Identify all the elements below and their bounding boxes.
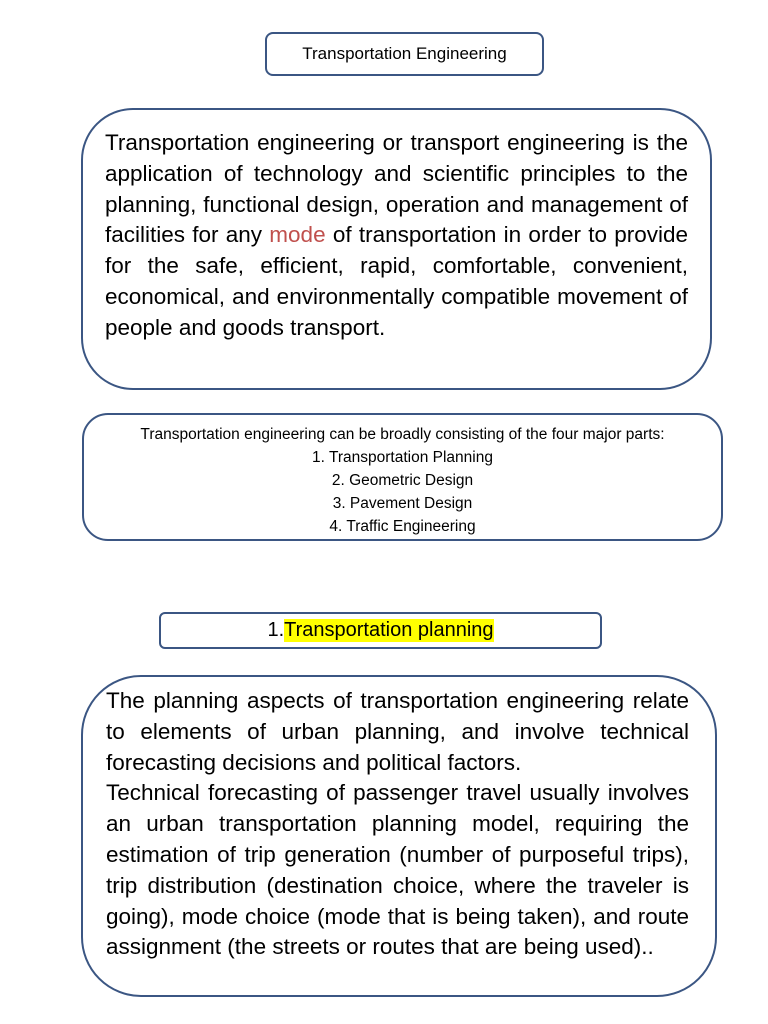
parts-item-planning: 1. Transportation Planning xyxy=(312,449,493,466)
definition-box xyxy=(81,108,712,390)
section-heading-box xyxy=(159,612,602,649)
parts-intro: Transportation engineering can be broadly consisting of the four major parts: xyxy=(140,426,665,443)
title-box xyxy=(265,32,544,76)
definition-text-end: of transportation in order to provide for the safe, efficient, rapid, comfortable, convenient, economical, and environmentally compatible movement of people and goods transport. xyxy=(105,222,689,340)
parts-item-pavement: 3. Pavement Design xyxy=(332,495,473,512)
planning-paragraph-1: The planning aspects of transportation engineering relate to elements of urban planning, and involve technical forecasting decisions and political factors. xyxy=(106,688,689,775)
planning-paragraph-2: Technical forecasting of passenger travel usually involves an urban transportation planning model, requiring the estimation of trip generation (number of purposeful trips), trip distribution (destination choice, where the traveler is going), mode choice (mode that is being taken), and route assignment (the streets or routes that are being used).. xyxy=(106,780,689,960)
definition-text-start: Transportation engineering or transport engineering is the application of technology and scientific principles to the planning, functional design, operation and management of facilities for any xyxy=(105,130,688,248)
parts-box xyxy=(82,413,723,541)
definition-highlight-mode: mode xyxy=(269,222,326,248)
section-number: 1. xyxy=(267,619,285,641)
parts-item-geometric: 2. Geometric Design xyxy=(331,472,474,489)
parts-item-traffic: 4. Traffic Engineering xyxy=(329,518,476,535)
planning-box xyxy=(81,675,717,997)
page-title: Transportation Engineering xyxy=(302,44,507,63)
section-title-highlighted: Transportation planning xyxy=(284,619,494,641)
